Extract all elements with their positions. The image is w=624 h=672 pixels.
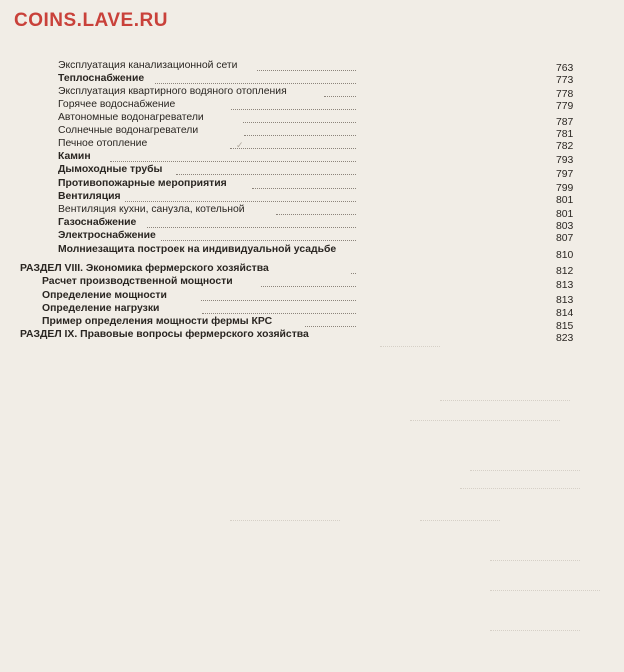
toc-entry (0, 229, 624, 242)
toc-entry-title: Эксплуатация квартирного водяного отопления (58, 86, 287, 97)
toc-entry-title: Пример определения мощности фермы КРС (42, 316, 273, 327)
toc-entry (0, 289, 624, 306)
toc-entry (0, 150, 624, 166)
dot-leader (243, 122, 356, 123)
toc-page-number: 810 (556, 250, 574, 261)
dot-leader (305, 326, 356, 327)
toc-entry-title: Печное отопление (58, 138, 148, 149)
toc-entry (0, 302, 624, 319)
dot-leader (110, 161, 356, 162)
bleed-through-line (420, 520, 500, 521)
toc-entry (0, 124, 624, 140)
bleed-through-line (460, 488, 580, 489)
toc-page-number: 782 (556, 141, 574, 152)
dot-leader (155, 83, 356, 84)
bleed-through-line (490, 590, 600, 591)
toc-entry (0, 111, 624, 128)
dot-leader (161, 240, 356, 241)
dot-leader (261, 286, 356, 287)
dot-leader (176, 174, 356, 175)
bleed-through-line (230, 520, 340, 521)
bleed-through-line (490, 560, 580, 561)
toc-page-number: 781 (556, 129, 574, 140)
toc-entry (0, 243, 624, 261)
dot-leader (147, 227, 356, 228)
dot-leader (230, 148, 356, 149)
toc-entry-title: РАЗДЕЛ IX. Правовые вопросы фермерского хозяйства (20, 329, 309, 340)
dot-leader (125, 201, 356, 202)
dot-leader (276, 214, 356, 215)
toc-entry (0, 98, 624, 111)
toc-entry-title: РАЗДЕЛ VIII. Экономика фермерского хозяйства (20, 263, 269, 274)
site-watermark: COINS.LAVE.RU (14, 10, 168, 31)
toc-entry-title: Вентиляция кухни, санузла, котельной (58, 204, 245, 215)
toc-entry (0, 59, 624, 72)
toc-page-number: 797 (556, 169, 574, 180)
toc-entry-title: Определение нагрузки (42, 303, 160, 314)
toc-page-number: 813 (556, 295, 574, 306)
toc-entry (0, 315, 624, 332)
toc-page-number: 779 (556, 101, 574, 112)
toc-page-number: 801 (556, 209, 574, 220)
dot-leader (252, 188, 356, 189)
bleed-through-line (380, 346, 440, 347)
toc-page-number: 773 (556, 75, 574, 86)
bleed-through-line (410, 420, 560, 421)
dot-leader (351, 273, 356, 274)
toc-page-number: 813 (556, 280, 574, 291)
toc-entry (0, 177, 624, 194)
toc-entry (0, 85, 624, 98)
pencil-mark-icon: ✓ (236, 140, 244, 150)
toc-entry (0, 203, 624, 220)
toc-page-number: 807 (556, 233, 574, 244)
toc-page-number: 778 (556, 89, 574, 100)
toc-entry (0, 275, 624, 291)
toc-page-number: 815 (556, 321, 574, 332)
toc-entry-title: Горячее водоснабжение (58, 99, 176, 110)
toc-page-number: 799 (556, 183, 574, 194)
toc-page-number: 812 (556, 266, 574, 277)
toc-entry-title: Вентиляция (58, 191, 121, 202)
toc-page-number: 763 (556, 63, 574, 74)
toc-entry-title: Солнечные водонагреватели (58, 125, 199, 136)
toc-page-number: 823 (556, 333, 574, 344)
toc-entry (0, 216, 624, 232)
bleed-through-line (490, 630, 580, 631)
dot-leader (202, 313, 356, 314)
toc-entry-title: Камин (58, 151, 91, 162)
dot-leader (244, 135, 356, 136)
toc-page-number: 793 (556, 155, 574, 166)
toc-entry (0, 262, 624, 275)
toc-page-number: 803 (556, 221, 574, 232)
dot-leader (231, 109, 356, 110)
toc-entry-title: Электроснабжение (58, 230, 156, 241)
toc-entry-title: Теплоснабжение (58, 73, 145, 84)
toc-entry (0, 137, 624, 150)
bleed-through-line (470, 470, 580, 471)
toc-page-number: 787 (556, 117, 574, 128)
toc-entry-title: Автономные водонагреватели (58, 112, 204, 123)
toc-entry-title: Эксплуатация канализационной сети (58, 60, 238, 71)
toc-entry-title: Определение мощности (42, 290, 167, 301)
toc-entry (0, 72, 624, 85)
toc-entry-title: Газоснабжение (58, 217, 137, 228)
dot-leader (324, 96, 356, 97)
dot-leader (201, 300, 356, 301)
toc-entry (0, 328, 624, 344)
toc-entry-title: Дымоходные трубы (58, 164, 163, 175)
toc-entry-title: Молниезащита построек на индивидуальной усадьбе (58, 244, 337, 255)
toc-page-number: 801 (556, 195, 574, 206)
toc-entry (0, 163, 624, 180)
dot-leader (257, 70, 356, 71)
bleed-through-line (440, 400, 570, 401)
toc-entry-title: Расчет производственной мощности (42, 276, 233, 287)
toc-entry-title: Противопожарные мероприятия (58, 178, 227, 189)
toc-page-number: 814 (556, 308, 574, 319)
toc-entry (0, 190, 624, 206)
